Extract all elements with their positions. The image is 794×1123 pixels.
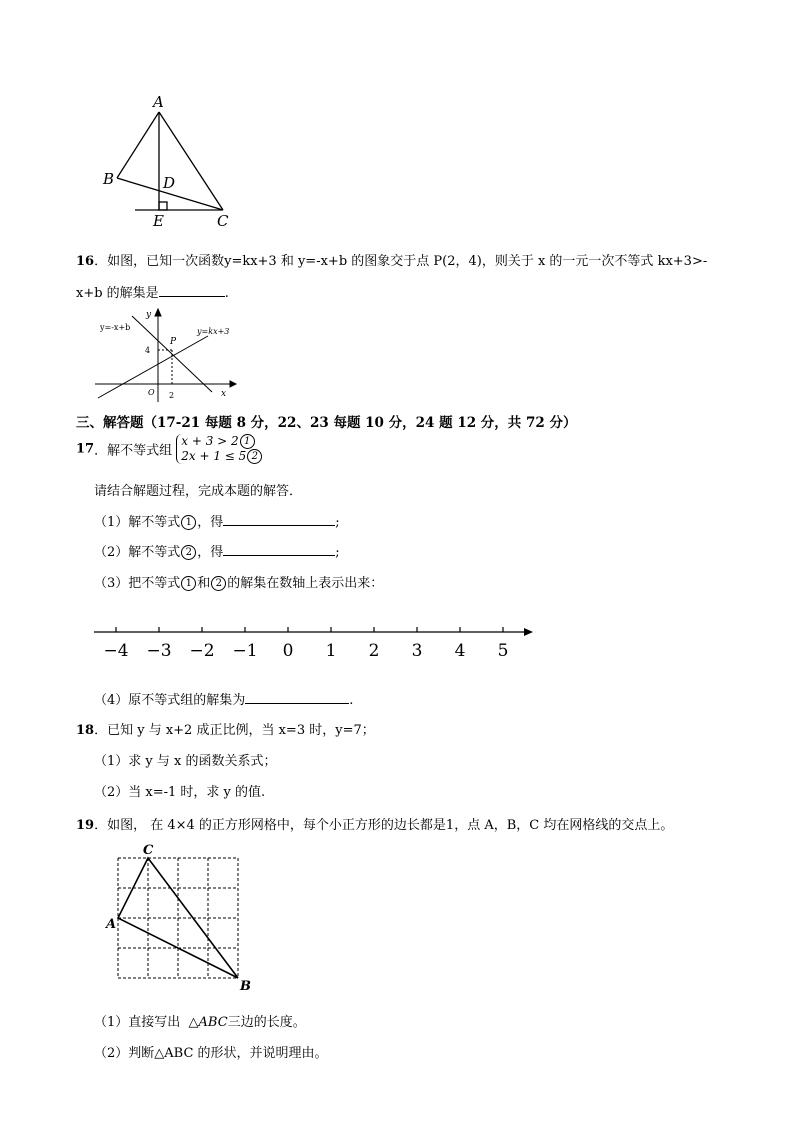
q17-part2-text-2: ，得: [197, 545, 224, 560]
q17-part4-end: .: [349, 693, 354, 708]
graph-x-axis: x: [221, 389, 227, 399]
q19-part1: [94, 1011, 306, 1030]
graph-origin: O: [148, 388, 155, 397]
q17-part1-text-2: ，得: [197, 515, 224, 530]
q17-part3: [94, 572, 383, 591]
inequality-2-text: 2x + 1 ≤ 5: [181, 449, 247, 463]
label-b: B: [103, 170, 115, 188]
q19-triangle-symbol: △ABC: [188, 1015, 228, 1030]
graph-label-left: y=-x+b: [100, 323, 131, 332]
circled-2-mark: 2: [247, 449, 262, 464]
q17-part2-text: （2）解不等式: [94, 545, 181, 560]
q17-part1-blank[interactable]: [223, 511, 335, 526]
q17-part4: [94, 689, 353, 708]
q17-part1-end: ;: [335, 515, 340, 530]
triangle-figure: [95, 90, 245, 230]
grid-label-a: A: [106, 917, 117, 932]
q16-line1: [76, 250, 707, 269]
label-e: E: [153, 212, 164, 230]
q16-period: .: [224, 286, 229, 301]
q17-part2-end: ;: [335, 545, 340, 560]
circled-1-mark: 1: [240, 434, 255, 449]
label-d: D: [163, 174, 176, 192]
q16-text: ．如图，已知一次函数y=kx+3 和 y=-x+b 的图象交于点 P(2，4)，则关于 x 的一元一次不等式 kx+3>-: [94, 254, 708, 269]
q16-answer-blank[interactable]: [159, 282, 225, 297]
q17-line: [76, 434, 263, 464]
q19-part1-text: （1）直接写出: [94, 1015, 181, 1030]
grid-label-b: B: [240, 979, 251, 994]
inequality-2: [181, 449, 263, 463]
graph-tick-y: 4: [145, 346, 151, 355]
number-line-label: 3: [411, 641, 423, 661]
q19-text: ．如图， 在 4×4 的正方形网格中，每个小正方形的边长都是1，点 A，B，C 均在网格线的交点上。: [94, 818, 674, 833]
number-line-label: −4: [103, 641, 129, 661]
q17-intro: ．解不等式组: [94, 443, 173, 459]
q19-line: [76, 814, 673, 833]
label-a: A: [153, 93, 164, 111]
number-line-label: −3: [146, 641, 172, 661]
q17-part2-blank[interactable]: [223, 541, 335, 556]
q19-part2: （2）判断△ABC 的形状，并说明理由。: [94, 1046, 328, 1061]
q17-part3-text: （3）把不等式: [94, 576, 181, 591]
q17-part1: [94, 511, 340, 530]
number-line-label: 4: [454, 641, 466, 661]
number-line-label: −2: [189, 641, 215, 661]
graph-tick-x: 2: [169, 391, 175, 400]
graph-label-right: y=kx+3: [197, 327, 230, 336]
q19-part1-text-2: 三边的长度。: [227, 1015, 306, 1030]
q17-part4-text: （4）原不等式组的解集为: [94, 693, 246, 708]
q17-instruction: 请结合解题过程，完成本题的解答．: [94, 484, 303, 499]
circled-2-mark: 2: [211, 576, 226, 591]
q16-text-2: x+b 的解集是: [76, 286, 159, 301]
section-3-title: 三、解答题（17-21 每题 8 分，22、23 每题 10 分，24 题 12 分，共 72 分）: [76, 415, 577, 431]
inequality-1: [181, 434, 255, 448]
q17-number: 17: [76, 441, 95, 457]
q17-part3-text-3: 的解集在数轴上表示出来：: [227, 576, 384, 591]
number-line: [90, 618, 540, 666]
graph-y-axis: y: [146, 310, 152, 320]
circled-1-mark: 1: [181, 515, 196, 530]
q19-number: 19: [76, 818, 95, 833]
linear-graph-figure: [90, 306, 240, 406]
number-line-label: −1: [232, 641, 258, 661]
graph-point-p: P: [170, 337, 177, 347]
grid-triangle-figure: [104, 840, 249, 995]
inequality-1-text: x + 3 > 2: [181, 434, 239, 448]
q18-number: 18: [76, 723, 95, 738]
q17-part2: [94, 541, 340, 560]
number-line-label: 0: [282, 641, 294, 661]
q18-part2: （2）当 x=-1 时，求 y 的值.: [94, 785, 266, 800]
inequality-system: [176, 434, 263, 464]
grid-label-c: C: [143, 843, 154, 858]
q18-line: [76, 719, 375, 738]
q16-line2: [76, 282, 229, 301]
circled-2-mark: 2: [181, 545, 196, 560]
circled-1-mark: 1: [181, 576, 196, 591]
q18-text: ．已知 y 与 x+2 成正比例，当 x=3 时，y=7；: [94, 723, 375, 738]
q17-part1-text: （1）解不等式: [94, 515, 181, 530]
number-line-label: 1: [325, 641, 337, 661]
q16-number: 16: [76, 254, 95, 269]
q17-part3-text-2: 和: [197, 576, 211, 591]
q18-part1: （1）求 y 与 x 的函数关系式；: [94, 754, 277, 769]
number-line-label: 2: [368, 641, 380, 661]
number-line-label: 5: [497, 641, 509, 661]
q17-part4-blank[interactable]: [245, 689, 349, 704]
label-c: C: [217, 212, 229, 230]
